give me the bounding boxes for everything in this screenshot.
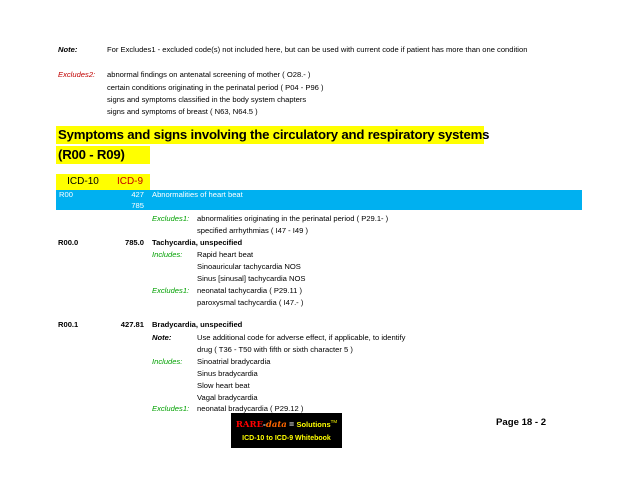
logo-eq: = [286, 418, 297, 429]
r001-includes-item: Vagal bradycardia [197, 393, 258, 402]
r001-includes-item: Sinus bradycardia [197, 369, 258, 378]
r000-code10: R00.0 [58, 238, 79, 247]
category-code10: R00 [59, 190, 73, 199]
r001-note-label: Note: [152, 333, 172, 342]
r001-note-line: Use additional code for adverse effect, if applicable, to identify [197, 333, 406, 342]
r001-code9: 427.81 [120, 320, 144, 329]
r000-title: Tachycardia, unspecified [152, 238, 243, 247]
logo-wordmark [231, 416, 342, 431]
category-code9-b: 785 [131, 201, 144, 210]
r001-note-line: drug ( T36 - T50 with fifth or sixth character 5 ) [197, 345, 353, 354]
header-icd9: ICD-9 [110, 174, 150, 190]
header-icd10: ICD-10 [56, 174, 110, 190]
category-title: Abnormalities of heart beat [152, 190, 243, 199]
r000-includes-item: Sinoauricular tachycardia NOS [197, 262, 301, 271]
r001-includes-item: Sinoatrial bradycardia [197, 357, 271, 366]
note-text: For Excludes1 - excluded code(s) not included here, but can be used with current code if patient has more than one condition [107, 45, 528, 54]
section-range: (R00 - R09) [58, 147, 125, 162]
note-label: Note: [58, 45, 78, 54]
logo-subtitle: ICD-10 to ICD-9 Whitebook [242, 435, 331, 442]
category-excludes1-line: abnormalities originating in the perinatal period ( P29.1- ) [197, 214, 389, 223]
r000-includes-item: Sinus [sinusal] tachycardia NOS [197, 274, 306, 283]
category-excludes1-label: Excludes1: [152, 214, 190, 223]
r000-excludes1-item: paroxysmal tachycardia ( I47.- ) [197, 298, 304, 307]
r000-code9: 785.0 [124, 238, 144, 247]
rare-data-logo [231, 413, 342, 448]
r000-includes-label: Includes: [152, 250, 183, 259]
logo-solutions: Solutions [296, 419, 331, 429]
page-number: Page 18 - 2 [496, 417, 547, 428]
r001-excludes1-label: Excludes1: [152, 404, 190, 413]
excludes2-line: abnormal findings on antenatal screening of mother ( O28.- ) [107, 70, 311, 79]
logo-tm: TM [330, 419, 338, 424]
r000-includes-item: Rapid heart beat [197, 250, 254, 259]
r001-excludes1-item: neonatal bradycardia ( P29.12 ) [197, 404, 304, 413]
logo-dash: - [263, 418, 266, 429]
r000-excludes1-item: neonatal tachycardia ( P29.11 ) [197, 286, 302, 295]
excludes2-line: signs and symptoms of breast ( N63, N64.5 ) [107, 107, 258, 116]
logo-rare: RARE [235, 419, 264, 430]
r001-includes-item: Slow heart beat [197, 381, 250, 390]
logo-data: data [265, 419, 287, 430]
r000-excludes1-label: Excludes1: [152, 286, 190, 295]
r001-code10: R00.1 [58, 320, 79, 329]
excludes2-line: signs and symptoms classified in the body system chapters [107, 95, 307, 104]
section-title: Symptoms and signs involving the circulatory and respiratory systems [58, 127, 490, 142]
category-excludes1-line: specified arrhythmias ( I47 - I49 ) [197, 226, 308, 235]
category-code9-a: 427 [131, 190, 144, 199]
excludes2-line: certain conditions originating in the perinatal period ( P04 - P96 ) [107, 83, 324, 92]
excludes2-label: Excludes2: [58, 70, 96, 79]
r001-title: Bradycardia, unspecified [152, 320, 243, 329]
r001-includes-label: Includes: [152, 357, 183, 366]
